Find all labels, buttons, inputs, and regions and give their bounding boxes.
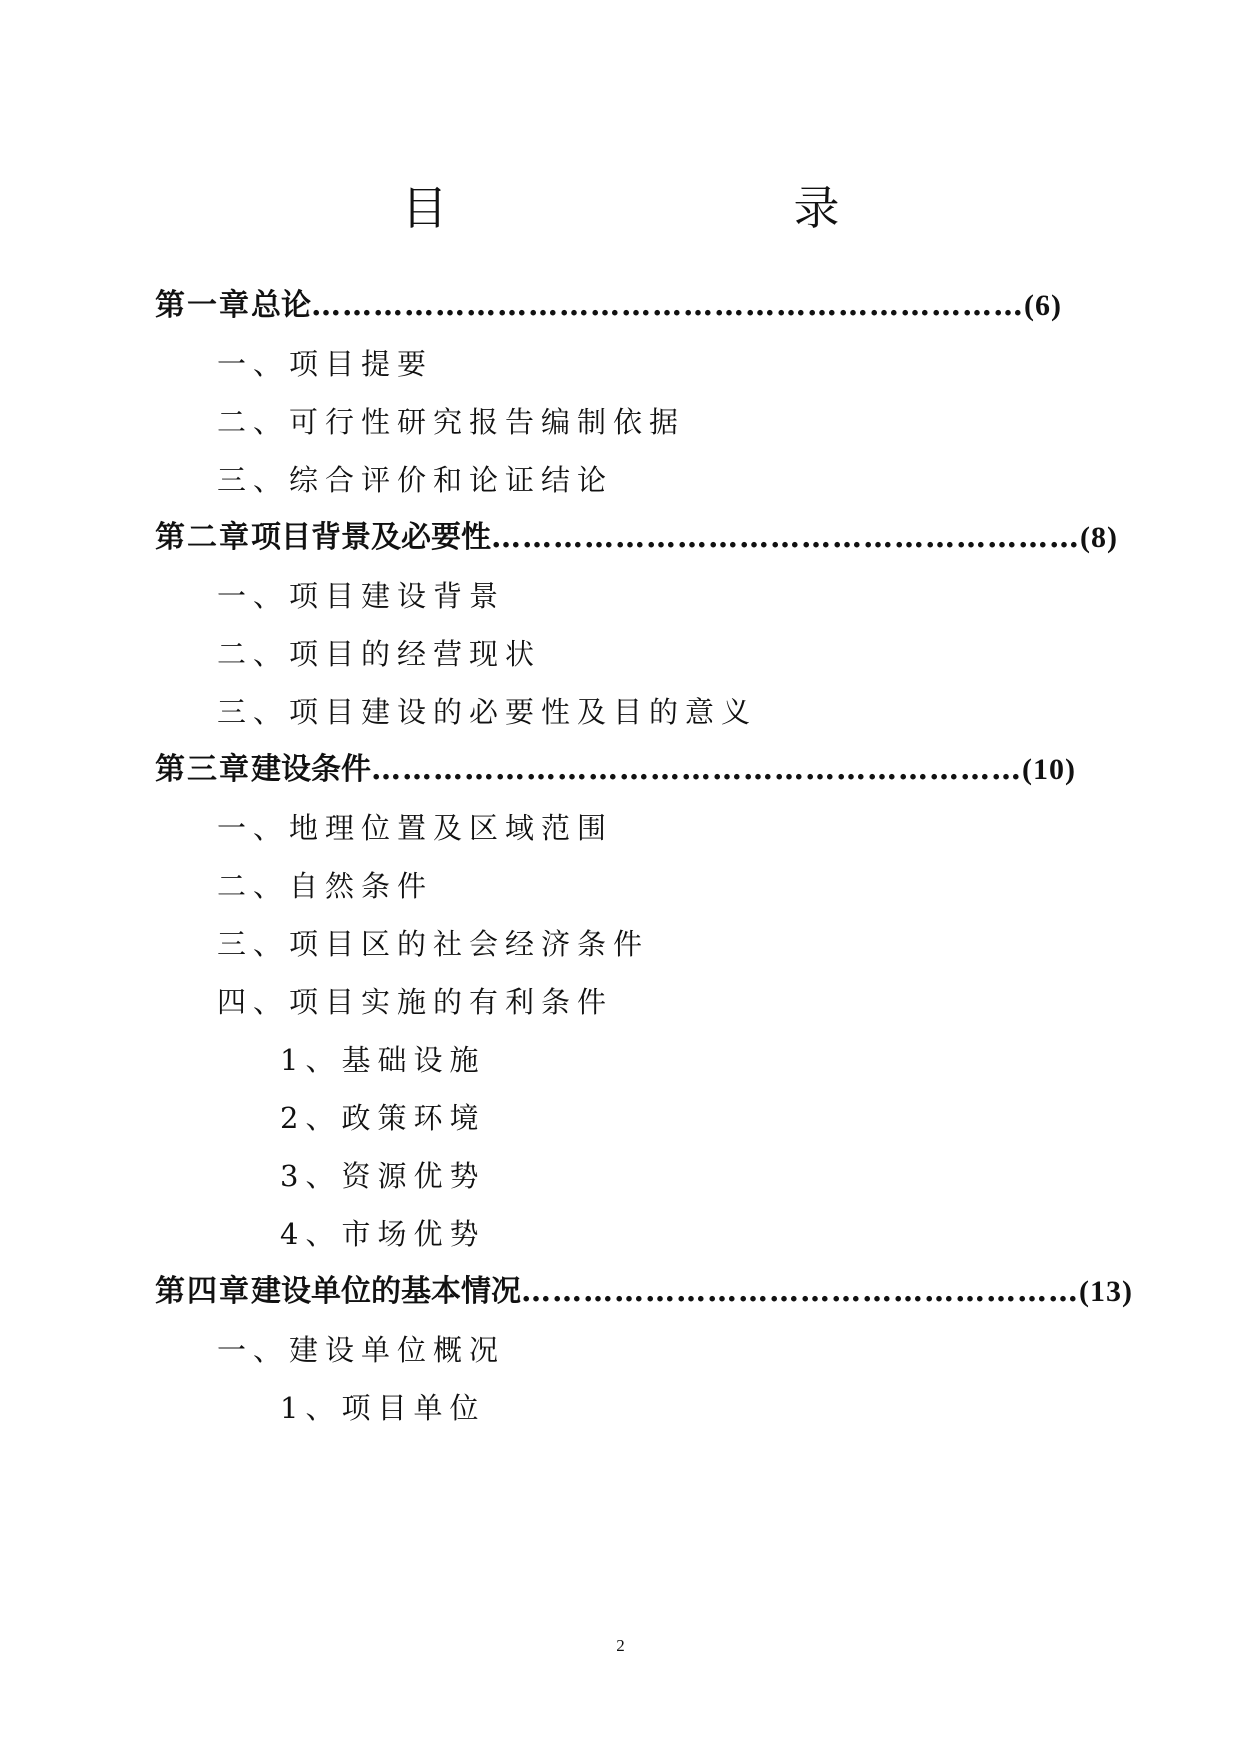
toc-chapter-2[interactable]: [155, 516, 1118, 560]
leader-dots: ………………………………………………………: [371, 752, 1022, 787]
chapter-title: 建设条件: [251, 752, 371, 787]
toc-section[interactable]: 一、项目提要: [217, 347, 434, 381]
toc-chapter-1[interactable]: [155, 284, 1062, 328]
toc-section[interactable]: 三、综合评价和论证结论: [217, 463, 614, 497]
toc-section[interactable]: 三、项目建设的必要性及目的意义: [217, 695, 758, 729]
chapter-title: 总论: [251, 288, 311, 323]
page-reference: (6): [1024, 289, 1062, 322]
toc-section[interactable]: 二、可行性研究报告编制依据: [217, 405, 686, 439]
page-number: 2: [616, 1636, 625, 1655]
chapter-number: 第一章: [155, 288, 251, 323]
chapter-title: 建设单位的基本情况: [251, 1274, 521, 1309]
chapter-number: 第三章: [155, 752, 251, 787]
page-reference: (13): [1079, 1275, 1133, 1308]
toc-subsection[interactable]: 1、基础设施: [280, 1043, 486, 1077]
toc-chapter-4[interactable]: [155, 1270, 1133, 1314]
chapter-number: 第二章: [155, 520, 251, 555]
toc-section[interactable]: 一、地理位置及区域范围: [217, 811, 614, 845]
toc-section[interactable]: 一、项目建设背景: [217, 579, 506, 613]
leader-dots: ……………………………………………………………: [311, 288, 1024, 323]
leader-dots: …………………………………………………: [491, 520, 1080, 555]
chapter-number: 第四章: [155, 1274, 251, 1309]
toc-section[interactable]: 四、项目实施的有利条件: [217, 985, 614, 1019]
toc-subsection[interactable]: 1、项目单位: [280, 1391, 486, 1425]
chapter-title: 项目背景及必要性: [251, 520, 491, 555]
toc-section[interactable]: 一、建设单位概况: [217, 1333, 506, 1367]
toc-subsection[interactable]: 3、资源优势: [280, 1159, 486, 1193]
toc-section[interactable]: 二、项目的经营现状: [217, 637, 542, 671]
page-title: 目 录: [401, 181, 990, 235]
page-reference: (8): [1080, 521, 1118, 554]
toc-chapter-3[interactable]: [155, 748, 1076, 792]
toc-section[interactable]: 三、项目区的社会经济条件: [217, 927, 650, 961]
toc-section[interactable]: 二、自然条件: [217, 869, 434, 903]
toc-subsection[interactable]: 2、政策环境: [280, 1101, 486, 1135]
toc-subsection[interactable]: 4、市场优势: [280, 1217, 486, 1251]
leader-dots: ………………………………………………: [521, 1274, 1079, 1309]
page-reference: (10): [1022, 753, 1076, 786]
